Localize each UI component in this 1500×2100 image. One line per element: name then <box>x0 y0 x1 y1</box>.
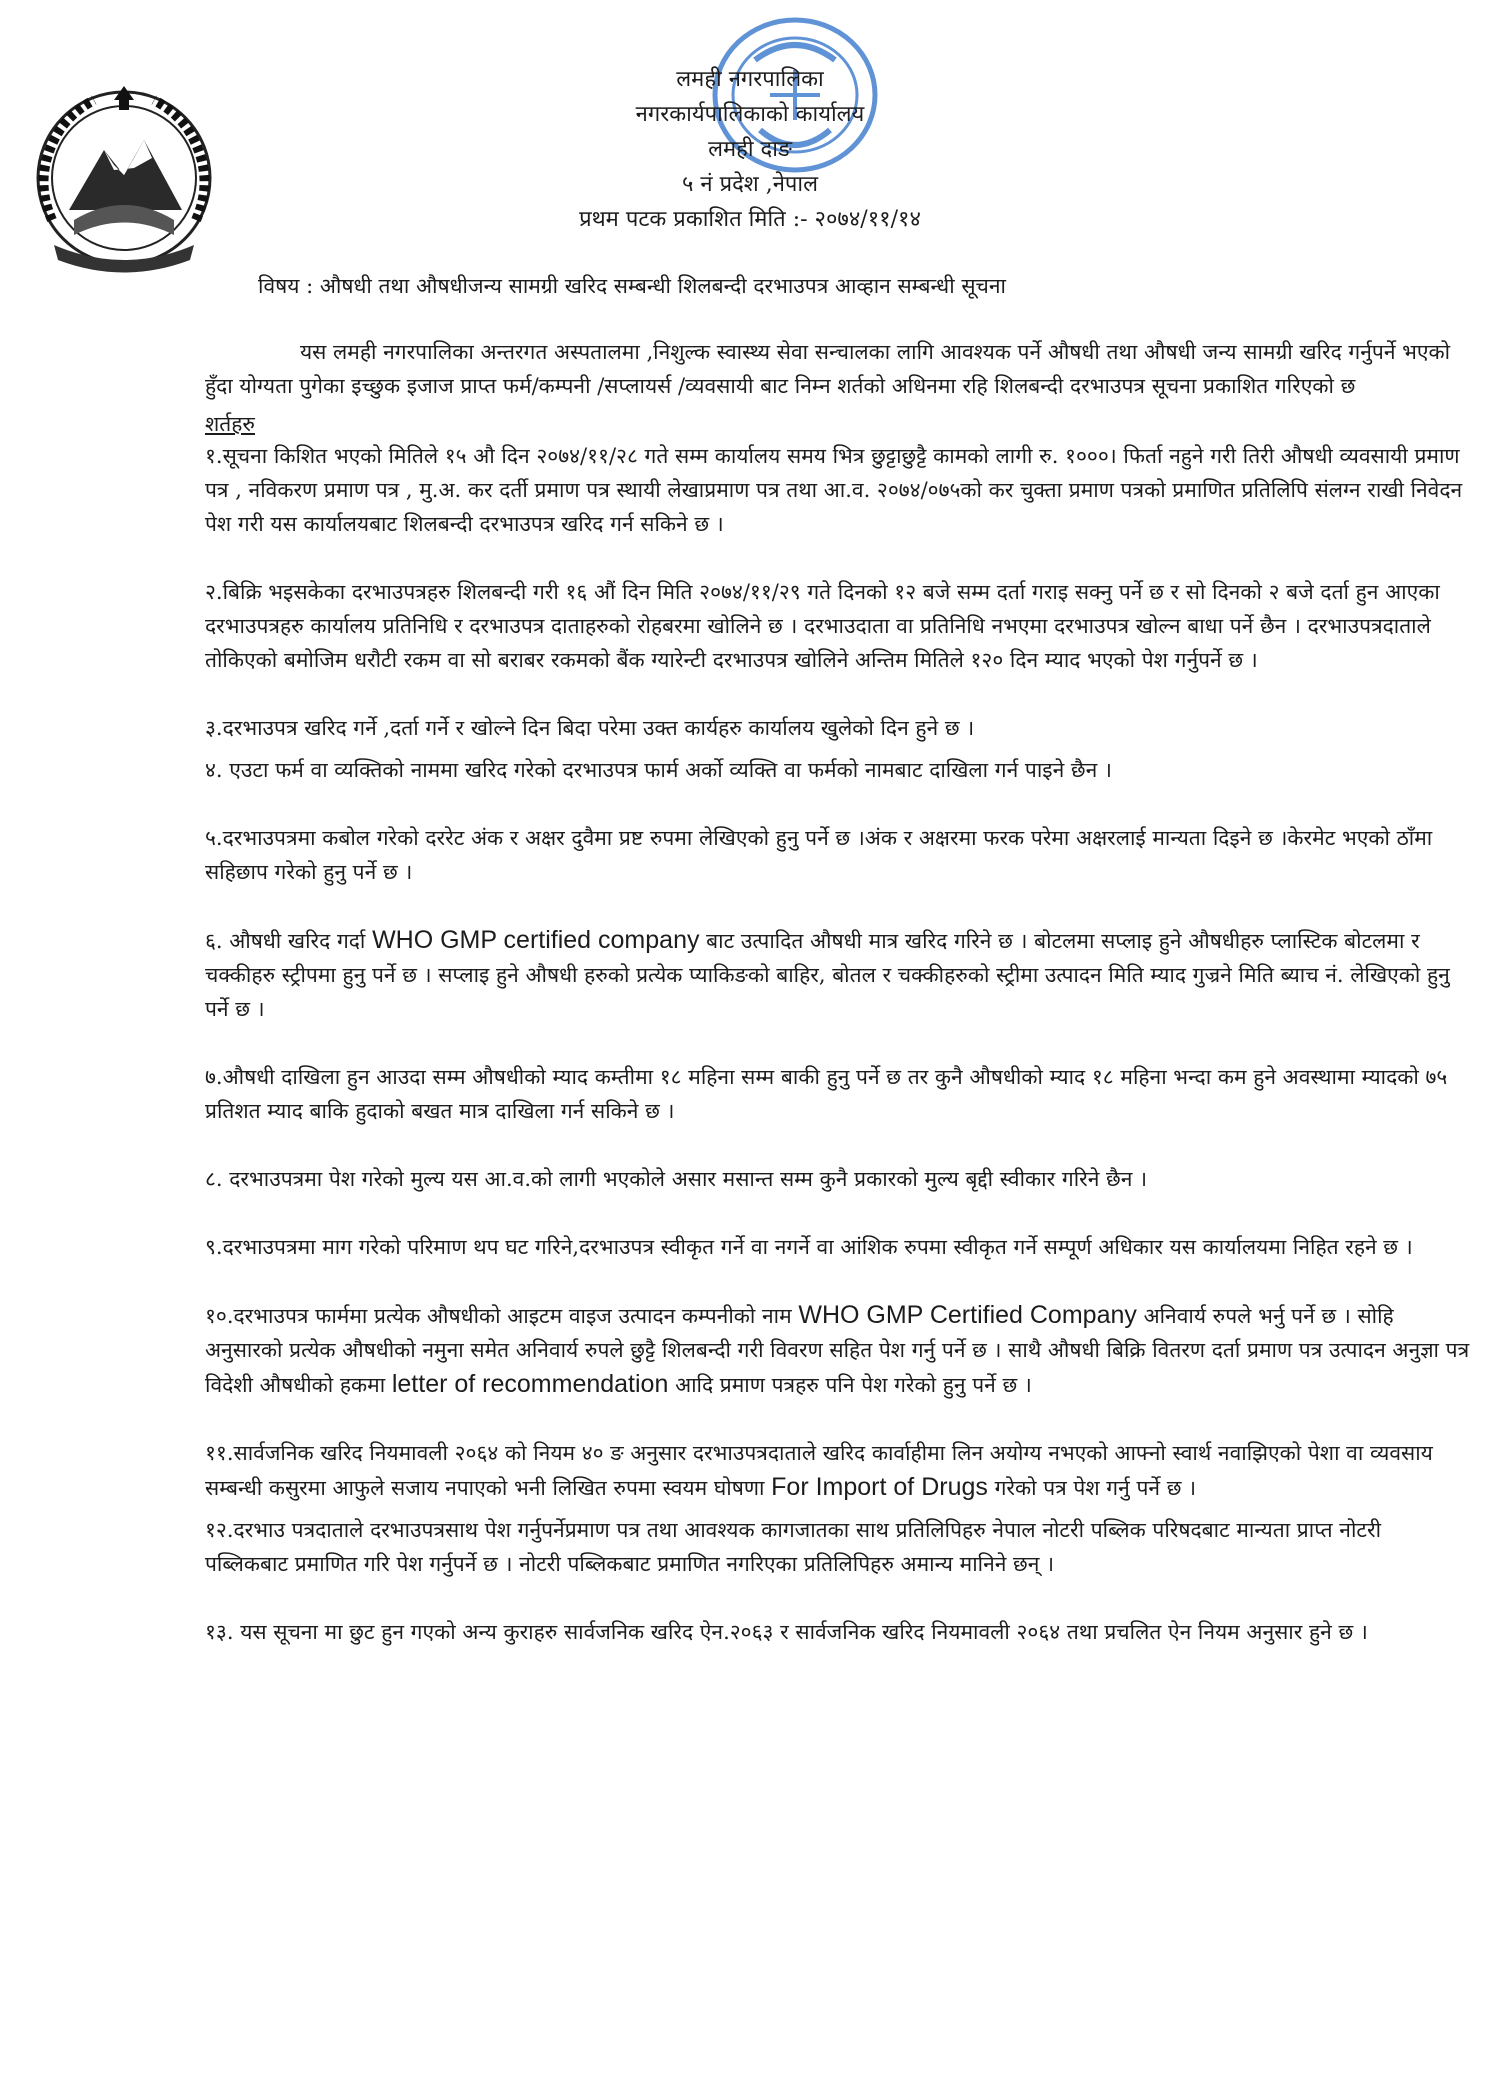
condition-10-text-c: आदि प्रमाण पत्रहरु पनि पेश गरेको हुनु पर्ने छ । <box>675 1373 1032 1397</box>
condition-10-text-b: अनिवार्य रुपले भर्नु पर्ने छ । सोहि अनुसारको प्रत्येक औषधीको नमुना समेत अनिवार्य रुपले छुट्टै शिलबन्दी गरी विवरण सहित पेश गर्नु पर्ने छ । साथै औषधी बिक्रि वितरण दर्ता प्रमाण पत्र उत्पादन अनुज्ञा पत्र विदेशी औषधीको हकमा <box>205 1304 1470 1397</box>
condition-10-text-a: १०.दरभाउपत्र फार्ममा प्रत्येक औषधीको आइटम वाइज उत्पादन कम्पनीको नाम <box>205 1304 792 1328</box>
condition-10 <box>205 1298 1470 1402</box>
condition-6-text-a: ६. औषधी खरिद गर्दा <box>205 929 366 953</box>
condition-6-who-gmp: WHO GMP certified company <box>372 926 700 954</box>
condition-1: १.सूचना किशित भएको मितिले १५ औ दिन २०७४/११/२८ गते सम्म कार्यालय समय भित्र छुट्टाछुट्टै कामको लागी रु. १०००। फिर्ता नहुने गरी तिरी औषधी व्यवसायी प्रमाण पत्र , नविकरण प्रमाण पत्र , मु.अ. कर दर्ती प्रमाण पत्र स्थायी लेखाप्रमाण पत्र तथा आ.व. २०७४/०७५को कर चुक्ता प्रमाण पत्रको प्रमाणित प्रतिलिपि संलग्न राखी निवेदन पेश गरी यस कार्यालयबाट शिलबन्दी दरभाउपत्र खरिद गर्न सकिने छ । <box>205 444 1463 536</box>
nepal-government-emblem <box>14 70 234 285</box>
condition-11-text-a: ११.सार्वजनिक खरिद नियमावली २०६४ को नियम ४० ङ अनुसार दरभाउपत्रदाताले खरिद कार्वाहीमा लिन अयोग्य नभएको आफ्नो स्वार्थ नवाझिएको पेशा वा व्यवसाय सम्बन्धी कसुरमा आफुले सजाय नपाएको भनी लिखित रुपमा स्वयम घोषणा <box>205 1441 1433 1500</box>
condition-6 <box>205 923 1470 1026</box>
intro-paragraph: यस लमही नगरपालिका अन्तरगत अस्पतालमा ,निशुल्क स्वास्थ्य सेवा सन्चालका लागि आवश्यक पर्ने औषधी तथा औषधी जन्य सामग्री खरिद गर्नुपर्ने भएको हुँदा योग्यता पुगेका इच्छुक इजाज प्राप्त फर्म/कम्पनी /सप्लायर्स /व्यवसायी बाट निम्न शर्तको अधिनमा रहि शिलबन्दी दरभाउपत्र सूचना प्रकाशित गरिएको छ <box>205 340 1451 398</box>
condition-10-who-gmp: WHO GMP Certified Company <box>798 1301 1137 1329</box>
condition-9: ९.दरभाउपत्रमा माग गरेको परिमाण थप घट गरिने,दरभाउपत्र स्वीकृत गर्ने वा नगर्ने वा आंशिक रुपमा स्वीकृत गर्ने सम्पूर्ण अधिकार यस कार्यालयमा निहित रहने छ । <box>205 1235 1413 1259</box>
condition-11-text-b: गरेको पत्र पेश गर्नु पर्ने छ । <box>994 1476 1197 1500</box>
condition-2: २.बिक्रि भइसकेका दरभाउपत्रहरु शिलबन्दी गरी १६ औं दिन मिति २०७४/११/२९ गते दिनको १२ बजे सम्म दर्ता गराइ सक्नु पर्ने छ र सो दिनको २ बजे दर्ता हुन आएका दरभाउपत्रहरु कार्यालय प्रतिनिधि र दरभाउपत्र दाताहरुको रोहबरमा खोलिने छ । दरभाउदाता वा प्रतिनिधि नभएमा दरभाउपत्र खोल्न बाधा पर्ने छैन । दरभाउपत्रदाताले तोकिएको बमोजिम धरौटी रकम वा सो बराबर रकमको बैंक ग्यारेन्टी दरभाउपत्र खोलिने अन्तिम मितिले १२० दिन म्याद भएको पेश गर्नुपर्ने छ । <box>205 580 1440 672</box>
condition-3: ३.दरभाउपत्र खरिद गर्ने ,दर्ता गर्ने र खोल्ने दिन बिदा परेमा उक्त कार्यहरु कार्यालय खुलेको दिन हुने छ । <box>205 716 975 740</box>
office-header <box>430 62 1070 237</box>
condition-8: ८. दरभाउपत्रमा पेश गरेको मुल्य यस आ.व.को लागी भएकोले असार मसान्त सम्म कुनै प्रकारको मुल्य बृद्दी स्वीकार गरिने छैन । <box>205 1167 1148 1191</box>
condition-6-text-b: बाट उत्पादित औषधी मात्र खरिद गरिने छ । बोटलमा सप्लाइ हुने औषधीहरु प्लास्टिक बोटलमा र चक्कीहरु स्ट्रीपमा हुनु पर्ने छ । सप्लाइ हुने औषधी हरुको प्रत्येक प्याकिङको बाहिर, बोतल र चक्कीहरुको स्ट्रीमा उत्पादन मिति म्याद गुज्रने मिति ब्याच नं. लेखिएको हुनु पर्ने छ । <box>205 929 1450 1021</box>
condition-11 <box>205 1436 1470 1505</box>
condition-7: ७.औषधी दाखिला हुन आउदा सम्म औषधीको म्याद कम्तीमा १८ महिना सम्म बाकी हुनु पर्ने छ तर कुनै औषधीको म्याद १८ महिना भन्दा कम हुने अवस्थामा म्यादको ७५ प्रतिशत म्याद बाकि हुदाको बखत मात्र दाखिला गर्न सकिने छ । <box>205 1065 1448 1123</box>
office-location: लमही दाङ <box>708 137 792 162</box>
notice-subject: विषय : औषधी तथा औषधीजन्य सामग्री खरिद सम्बन्धी शिलबन्दी दरभाउपत्र आव्हान सम्बन्धी सूचना <box>258 274 1006 298</box>
condition-12: १२.दरभाउ पत्रदाताले दरभाउपत्रसाथ पेश गर्नुपर्नेप्रमाण पत्र तथा आवश्यक कागजातका साथ प्रतिलिपिहरु नेपाल नोटरी पब्लिक परिषदबाट मान्यता प्राप्त नोटरी पब्लिकबाट प्रमाणित गरि पेश गर्नुपर्ने छ । नोटरी पब्लिकबाट प्रमाणित नगरिएका प्रतिलिपिहरु अमान्य मानिने छन् । <box>205 1518 1382 1576</box>
province-country: ५ नं प्रदेश ,नेपाल <box>681 172 819 197</box>
condition-11-import: For Import of Drugs <box>771 1473 988 1501</box>
conditions-heading: शर्तहरु <box>205 412 255 436</box>
publication-date: प्रथम पटक प्रकाशित मिति :- २०७४/११/१४ <box>579 207 921 232</box>
office-name: नगरकार्यपालिकाको कार्यालय <box>635 102 865 127</box>
condition-5: ५.दरभाउपत्रमा कबोल गरेको दररेट अंक र अक्षर दुवैमा प्रष्ट रुपमा लेखिएको हुनु पर्ने छ ।अंक र अक्षरमा फरक परेमा अक्षरलाई मान्यता दिइने छ ।केरमेट भएको ठाँमा सहिछाप गरेको हुनु पर्ने छ । <box>205 826 1433 884</box>
condition-4: ४. एउटा फर्म वा व्यक्तिको नाममा खरिद गरेको दरभाउपत्र फार्म अर्को व्यक्ति वा फर्मको नामबाट दाखिला गर्न पाइने छैन । <box>205 758 1112 782</box>
notice-body <box>205 335 1470 1683</box>
condition-13: १३. यस सूचना मा छुट हुन गएको अन्य कुराहरु सार्वजनिक खरिद ऐन.२०६३ र सार्वजनिक खरिद नियमावली २०६४ तथा प्रचलित ऐन नियम अनुसार हुने छ । <box>205 1620 1368 1644</box>
condition-10-letter: letter of recommendation <box>391 1370 669 1398</box>
municipality-name: लमही नगरपालिका <box>676 67 824 92</box>
